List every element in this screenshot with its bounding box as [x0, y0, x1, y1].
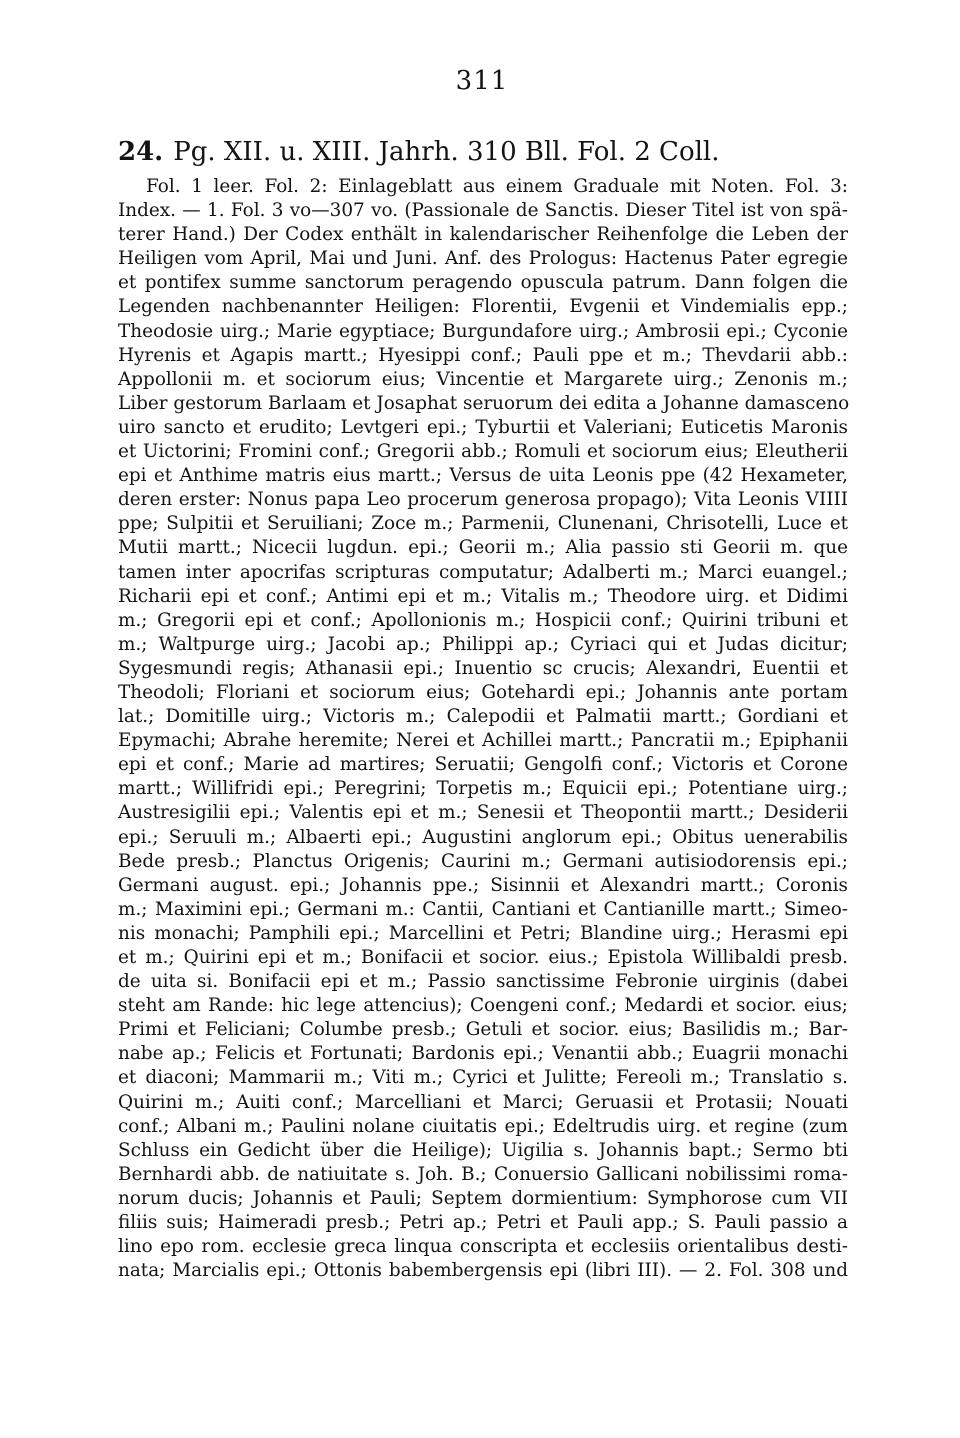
- text-line: nabe ap.; Felicis et Fortunati; Bardonis epi.; Venantii abb.; Euagrii monachi: [118, 1043, 848, 1065]
- text-line: Bernhardi abb. de natiuitate s. Joh. B.; Conuersio Gallicani nobilissimi roma-: [118, 1163, 848, 1185]
- page-number: 311: [455, 66, 509, 96]
- text-line: Appollonii m. et sociorum eius; Vincentie et Margarete uirg.; Zenonis m.;: [118, 368, 848, 390]
- text-line: et diaconi; Mammarii m.; Viti m.; Cyrici et Julitte; Fereoli m.; Translatio s.: [118, 1067, 848, 1089]
- text-line: et Uictorini; Fromini conf.; Gregorii abb.; Romuli et sociorum eius; Eleutherii: [118, 441, 848, 463]
- text-line: Germani august. epi.; Johannis ppe.; Sisinnii et Alexandri martt.; Coronis: [118, 874, 848, 896]
- text-line: Austresigilii epi.; Valentis epi et m.; Senesii et Theopontii martt.; Desiderii: [118, 802, 848, 824]
- text-line: Schluss ein Gedicht über die Heilige); Uigilia s. Johannis bapt.; Sermo bti: [118, 1139, 848, 1161]
- text-line: tamen inter apocrifas scripturas computatur; Adalberti m.; Marci euangel.;: [118, 561, 848, 583]
- text-line: steht am Rande: hic lege attencius); Coengeni conf.; Medardi et socior. eius;: [118, 995, 848, 1017]
- text-line: Primi et Feliciani; Columbe presb.; Getuli et socior. eius; Basilidis m.; Bar-: [118, 1019, 848, 1041]
- text-line: Liber gestorum Barlaam et Josaphat seruorum dei edita a Johanne damasceno: [118, 392, 850, 414]
- text-line: ppe; Sulpitii et Seruiliani; Zoce m.; Parmenii, Clunenani, Chrisotelli, Luce et: [118, 513, 848, 535]
- entry-heading-text: Pg. XII. u. XIII. Jahrh. 310 Bll. Fol. 2 Coll.: [173, 137, 720, 167]
- text-line: de uita si. Bonifacii epi et m.; Passio sanctissime Febronie uirginis (dabei: [118, 971, 848, 993]
- entry-heading: [118, 137, 720, 167]
- entry-body: [118, 175, 848, 1283]
- entry-number: 24.: [118, 137, 164, 167]
- text-line: lino epo rom. ecclesie greca linqua conscripta et ecclesiis orientalibus desti-: [118, 1236, 848, 1258]
- text-line: et pontifex summe sanctorum peragendo opusculа patrum. Dann folgen die: [118, 272, 848, 294]
- text-line: Fol. 1 leer. Fol. 2: Einlageblatt aus einem Graduale mit Noten. Fol. 3:: [146, 176, 848, 197]
- text-line: lat.; Domitille uirg.; Victoris m.; Calepodii et Palmatii martt.; Gordiani et: [118, 706, 848, 728]
- text-line: Mutii martt.; Nicecii lugdun. epi.; Georii m.; Alia passio sti Georii m. que: [118, 537, 848, 559]
- text-line: norum ducis; Johannis et Pauli; Septem dormientium: Symphorose cum VII: [118, 1187, 848, 1209]
- text-line: Heiligen vom April, Mai und Juni. Anf. des Prologus: Hactenus Pater egregie: [118, 248, 848, 270]
- text-line: Epymachi; Abrahe heremite; Nerei et Achillei martt.; Pancratii m.; Epiphanii: [118, 730, 848, 752]
- text-line: et m.; Quirini epi et m.; Bonifacii et socior. eius.; Epistola Willibaldi presb.: [118, 947, 848, 968]
- text-line: conf.; Albani m.; Paulini nolane ciuitatis epi.; Edeltrudis uirg. et regine (zum: [118, 1115, 848, 1137]
- text-line: epi et conf.; Marie ad martires; Seruatii; Gengolfi conf.; Victoris et Corone: [118, 754, 848, 776]
- text-line: Theodosie uirg.; Marie egyptiace; Burgundafore uirg.; Ambrosii epi.; Cyconie: [118, 320, 848, 342]
- text-line: epi et Anthime matris eius martt.; Versus de uita Leonis ppe (42 Hexameter,: [118, 465, 848, 487]
- text-line: terer Hand.) Der Codex enthält in kalendarischer Reihenfolge die Leben der: [118, 224, 848, 246]
- text-line: m.; Waltpurge uirg.; Jacobi ap.; Philippi ap.; Cyriaci qui et Judas dicitur;: [118, 633, 848, 655]
- text-line: Bede presb.; Planctus Origenis; Caurini m.; Germani autisiodorensis epi.;: [118, 850, 848, 872]
- text-line: deren erster: Nonus papa Leo procerum generosa propago); Vita Leonis VIIII: [118, 489, 848, 511]
- text-line: martt.; Willifridi epi.; Peregrini; Torpetis m.; Equicii epi.; Potentiane uirg.;: [118, 778, 848, 800]
- text-line: Quirini m.; Auiti conf.; Marcelliani et Marci; Geruasii et Protasii; Nouati: [118, 1091, 848, 1113]
- text-line: Hyrenis et Agapis martt.; Hyesippi conf.; Pauli ppe et m.; Thevdarii abb.:: [118, 344, 848, 366]
- text-line: Sygesmundi regis; Athanasii epi.; Inuentio sc crucis; Alexandri, Euentii et: [118, 657, 848, 679]
- text-line: uiro sancto et erudito; Levtgeri epi.; Tyburtii et Valeriani; Euticetis Maronis: [118, 416, 848, 438]
- text-line: nata; Marcialis epi.; Ottonis babembergensis epi (libri III). — 2. Fol. 308 und: [118, 1260, 848, 1282]
- text-line: Richarii epi et conf.; Antimi epi et m.; Vitalis m.; Theodore uirg. et Didimi: [118, 585, 848, 607]
- text-line: m.; Maximini epi.; Germani m.: Cantii, Cantiani et Cantianille martt.; Simeo-: [118, 898, 848, 920]
- text-line: filiis suis; Haimeradi presb.; Petri ap.; Petri et Pauli app.; S. Pauli passio a: [118, 1212, 848, 1234]
- text-line: Index. — 1. Fol. 3 vo—307 vo. (Passionale de Sanctis. Dieser Titel ist von spä-: [118, 200, 848, 222]
- text-line: Legenden nachbenannter Heiligen: Florentii, Evgenii et Vindemialis epp.;: [118, 296, 848, 318]
- text-line: Theodoli; Floriani et sociorum eius; Gotehardi epi.; Johannis ante portam: [118, 681, 848, 703]
- text-line: epi.; Seruuli m.; Albaerti epi.; Augustini anglorum epi.; Obitus uenerabilis: [118, 826, 848, 848]
- text-line: m.; Gregorii epi et conf.; Apollonionis m.; Hospicii conf.; Quirini tribuni et: [118, 609, 848, 631]
- text-line: nis monachi; Pamphili epi.; Marcellini et Petri; Blandine uirg.; Herasmi epi: [118, 922, 848, 944]
